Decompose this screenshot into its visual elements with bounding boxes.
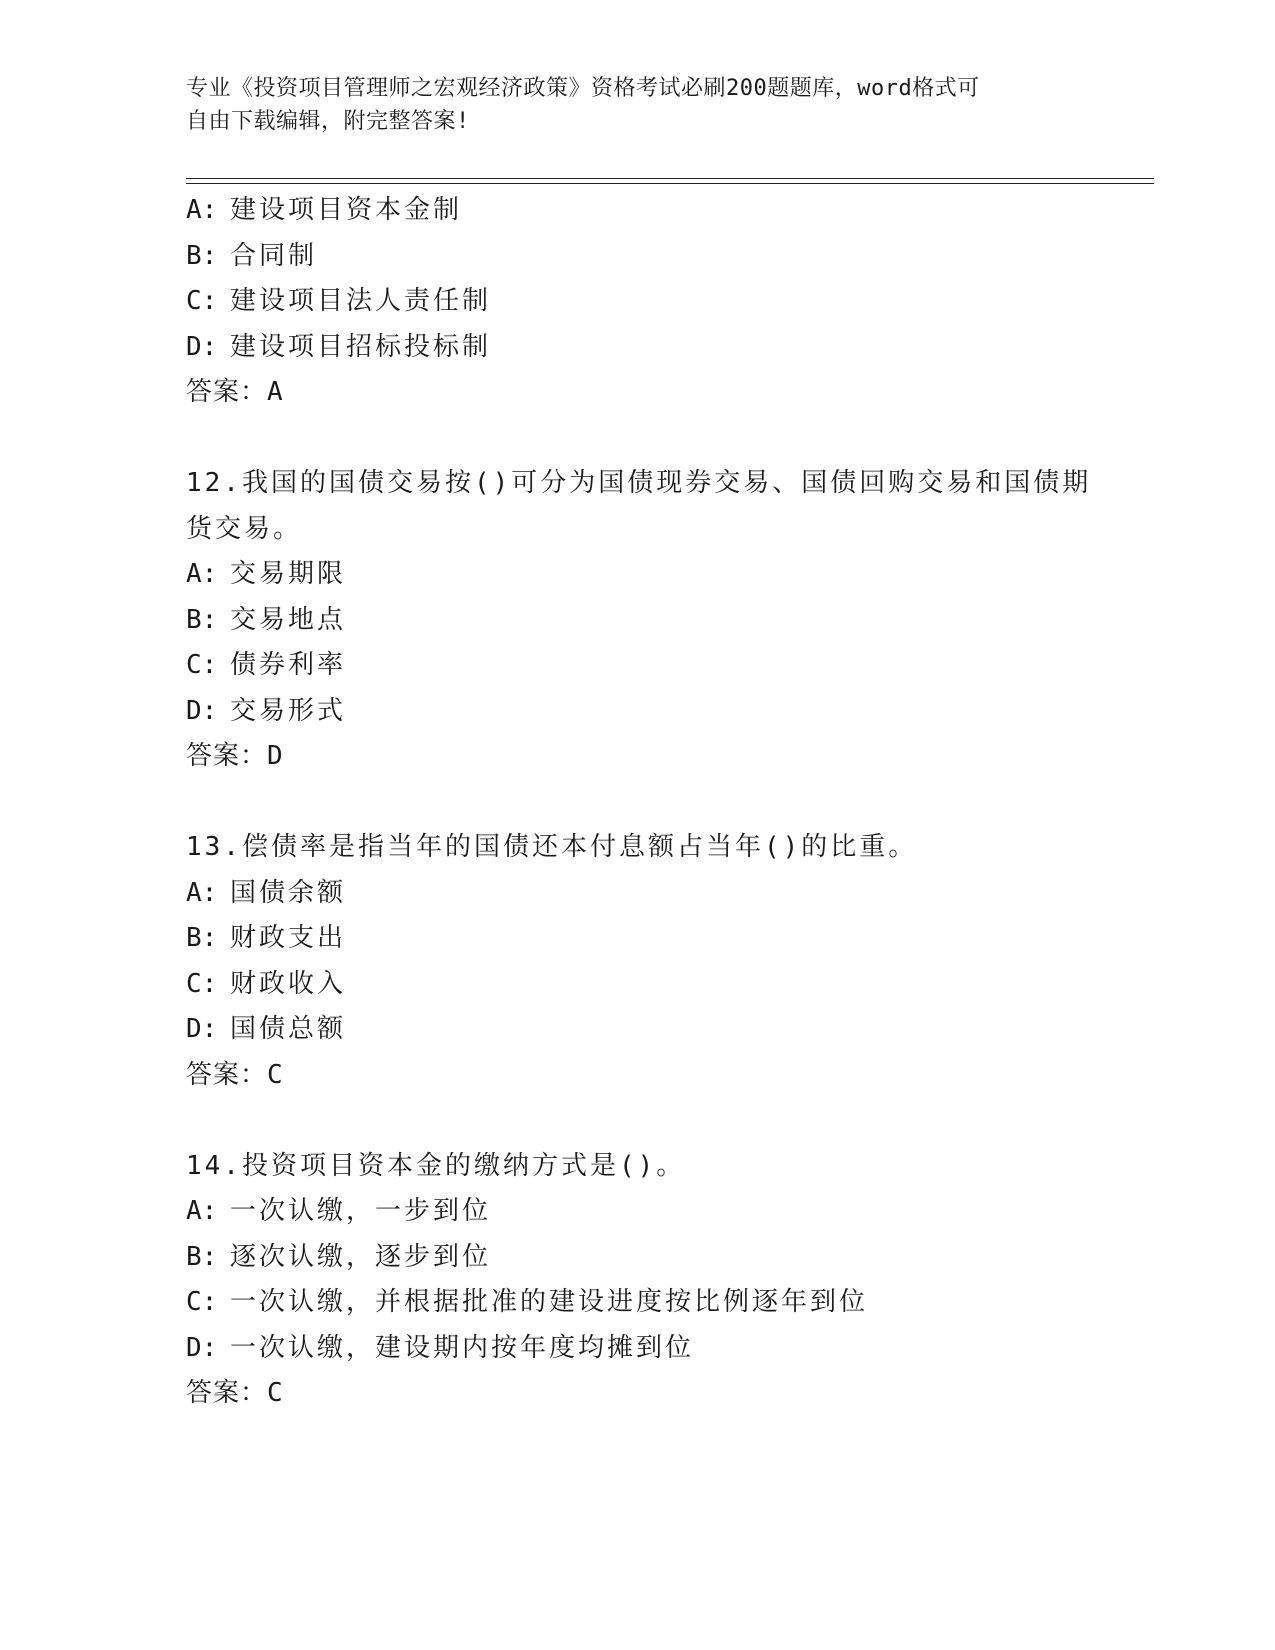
option-d bbox=[186, 689, 1086, 735]
option-text: 债券利率 bbox=[230, 650, 347, 680]
answer-value: C bbox=[267, 1378, 283, 1408]
option-letter: D: bbox=[186, 1332, 218, 1363]
answer-label: 答案： bbox=[186, 1378, 268, 1408]
option-a bbox=[186, 871, 1086, 917]
option-a bbox=[186, 1189, 1086, 1235]
option-text: 一次认缴，一步到位 bbox=[230, 1196, 492, 1226]
option-letter: B: bbox=[186, 240, 218, 271]
question-spacer bbox=[186, 780, 1086, 826]
question-stem: 14.投资项目资本金的缴纳方式是()。 bbox=[186, 1150, 686, 1181]
answer-label: 答案： bbox=[186, 741, 268, 771]
answer-line bbox=[186, 1053, 1086, 1099]
option-text: 交易地点 bbox=[230, 604, 347, 635]
answer-value: D bbox=[267, 741, 283, 771]
option-c bbox=[186, 643, 1086, 689]
question-spacer bbox=[186, 1098, 1086, 1144]
option-a bbox=[186, 552, 1086, 598]
option-letter: D: bbox=[186, 331, 218, 362]
question-12 bbox=[186, 461, 1092, 780]
option-letter: C: bbox=[186, 968, 218, 999]
question-stem: 13.偿债率是指当年的国债还本付息额占当年()的比重。 bbox=[186, 832, 918, 862]
header-title-line-1: 专业《投资项目管理师之宏观经济政策》资格考试必刷200题题库，word格式可 bbox=[186, 76, 980, 101]
header-divider-bottom bbox=[186, 183, 1154, 184]
answer-value: A bbox=[267, 377, 283, 407]
answer-line bbox=[186, 734, 1086, 780]
header-title-line-2: 自由下载编辑，附完整答案! bbox=[186, 109, 470, 134]
answer-value: C bbox=[267, 1059, 283, 1090]
option-text: 财政收入 bbox=[230, 968, 347, 999]
option-letter: A: bbox=[186, 559, 218, 589]
option-letter: B: bbox=[186, 1241, 218, 1272]
option-letter: B: bbox=[186, 604, 218, 635]
option-b bbox=[186, 916, 1086, 962]
option-text: 建设项目法人责任制 bbox=[230, 286, 492, 316]
question-13 bbox=[186, 825, 1086, 1098]
option-letter: C: bbox=[186, 650, 218, 680]
option-letter: A: bbox=[186, 195, 218, 225]
option-text: 交易期限 bbox=[230, 559, 347, 589]
question-list bbox=[186, 188, 1092, 1417]
option-c bbox=[186, 1280, 1086, 1326]
option-letter: D: bbox=[186, 695, 218, 726]
question-stem: 12.我国的国债交易按()可分为国债现券交易、国债回购交易和国债期 bbox=[186, 468, 1092, 498]
option-letter: B: bbox=[186, 923, 218, 953]
answer-label: 答案： bbox=[186, 1059, 268, 1090]
option-text: 建设项目资本金制 bbox=[230, 195, 463, 225]
option-text: 一次认缴，并根据批准的建设进度按比例逐年到位 bbox=[230, 1287, 869, 1317]
option-letter: C: bbox=[186, 1287, 218, 1317]
question-spacer bbox=[186, 416, 1086, 462]
option-text: 国债余额 bbox=[230, 877, 347, 908]
option-text: 合同制 bbox=[230, 240, 318, 271]
answer-line bbox=[186, 370, 1086, 416]
answer-label: 答案： bbox=[186, 377, 268, 407]
answer-line bbox=[186, 1371, 1086, 1417]
option-b bbox=[186, 598, 1086, 644]
option-text: 一次认缴，建设期内按年度均摊到位 bbox=[230, 1332, 695, 1363]
option-c bbox=[186, 962, 1086, 1008]
header-divider-top bbox=[186, 178, 1154, 179]
option-letter: A: bbox=[186, 1196, 218, 1226]
option-letter: D: bbox=[186, 1014, 218, 1044]
option-c bbox=[186, 279, 1086, 325]
option-a bbox=[186, 188, 1086, 234]
option-text: 逐次认缴，逐步到位 bbox=[230, 1241, 492, 1272]
option-d bbox=[186, 1007, 1086, 1053]
document-header bbox=[186, 72, 1066, 138]
option-text: 财政支出 bbox=[230, 923, 347, 953]
option-text: 国债总额 bbox=[230, 1014, 347, 1044]
option-text: 交易形式 bbox=[230, 695, 347, 726]
option-letter: A: bbox=[186, 877, 218, 908]
option-letter: C: bbox=[186, 286, 218, 316]
option-b bbox=[186, 234, 1086, 280]
option-text: 建设项目招标投标制 bbox=[230, 331, 492, 362]
option-d bbox=[186, 325, 1086, 371]
option-b bbox=[186, 1235, 1086, 1281]
question-stem-continued: 货交易。 bbox=[186, 513, 303, 544]
option-d bbox=[186, 1326, 1086, 1372]
question-11 bbox=[186, 188, 1086, 416]
question-14 bbox=[186, 1144, 1086, 1417]
